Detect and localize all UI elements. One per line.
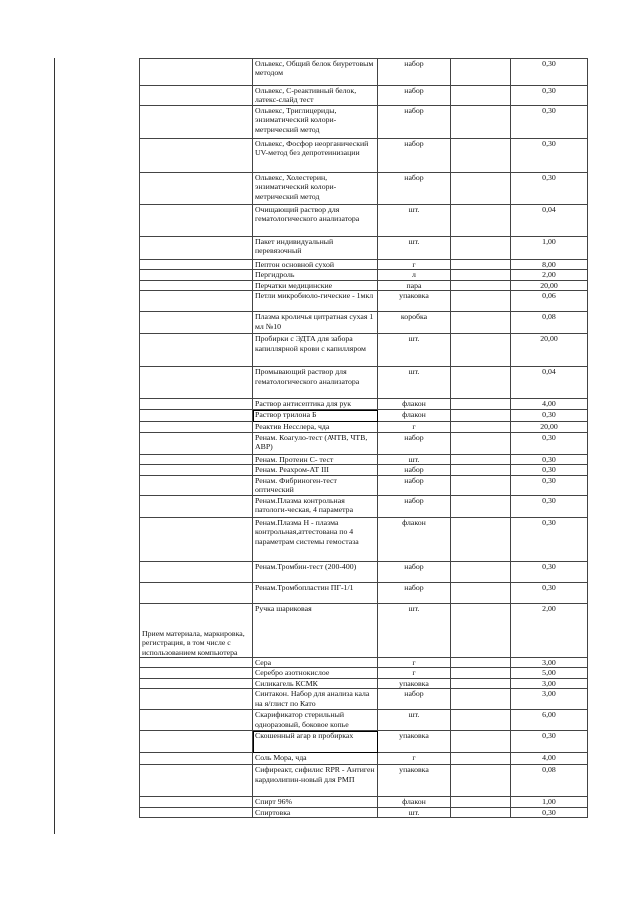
item-unit: набор [378, 689, 451, 710]
empty-cell [451, 270, 511, 280]
item-unit: шт. [378, 237, 451, 260]
item-name: Ренам. Фибриноген-тест оптический [253, 476, 378, 496]
item-name: Сифиреакт, сифилис RPR - Антиген кардиолипин-новый для РМП [253, 765, 378, 797]
item-unit: флакон [378, 410, 451, 422]
table-row [140, 753, 588, 765]
empty-cell [451, 668, 511, 678]
item-name: Ольвекс, Холестерин, энзиматический колори-метрический метод [253, 173, 378, 205]
procedure-cell [140, 731, 253, 753]
item-name: Соль Мора, чда [253, 753, 378, 765]
item-name: Петли микробиоло-гические - 1мкл [253, 291, 378, 312]
item-quantity: 0,06 [511, 291, 588, 312]
empty-cell [451, 454, 511, 464]
empty-cell [451, 689, 511, 710]
procedure-cell [140, 765, 253, 797]
procedure-cell [140, 291, 253, 312]
table-row [140, 260, 588, 270]
procedure-cell [140, 807, 253, 817]
item-name: Промывающий раствор для гематологического анализатора [253, 367, 378, 399]
item-quantity: 20,00 [511, 422, 588, 432]
empty-cell [451, 367, 511, 399]
item-name: Синтакон. Набор для анализа кала на я/глист по Като [253, 689, 378, 710]
item-quantity: 3,00 [511, 689, 588, 710]
item-name: Пергидроль [253, 270, 378, 280]
item-unit: набор [378, 139, 451, 173]
item-unit: пара [378, 280, 451, 290]
empty-cell [451, 86, 511, 106]
item-name: Ренам.Тромбин-тест (200-400) [253, 562, 378, 583]
item-name: Ренам. Коагуло-тест (АЧТВ, ЧТВ, АВР) [253, 432, 378, 454]
table-row [140, 518, 588, 562]
item-unit: флакон [378, 518, 451, 562]
empty-cell [451, 59, 511, 86]
materials-table [139, 58, 588, 818]
table-row [140, 432, 588, 454]
table-row [140, 422, 588, 432]
item-quantity: 0,30 [511, 496, 588, 518]
table-row [140, 797, 588, 807]
procedure-cell [140, 518, 253, 562]
table-row [140, 476, 588, 496]
item-unit: коробка [378, 312, 451, 334]
item-unit: набор [378, 86, 451, 106]
table-row [140, 280, 588, 290]
procedure-cell [140, 710, 253, 731]
table-row [140, 562, 588, 583]
empty-cell [451, 765, 511, 797]
procedure-cell [140, 476, 253, 496]
procedure-cell [140, 422, 253, 432]
empty-cell [451, 678, 511, 688]
item-quantity: 1,00 [511, 237, 588, 260]
procedure-cell [140, 678, 253, 688]
procedure-cell [140, 237, 253, 260]
empty-cell [451, 465, 511, 476]
item-quantity: 8,00 [511, 260, 588, 270]
item-quantity: 0,04 [511, 205, 588, 237]
procedure-cell [140, 59, 253, 86]
item-unit: упаковка [378, 765, 451, 797]
item-quantity: 0,30 [511, 583, 588, 604]
item-quantity: 0,08 [511, 312, 588, 334]
table-row [140, 270, 588, 280]
item-unit: г [378, 422, 451, 432]
table-row [140, 410, 588, 422]
empty-cell [451, 731, 511, 753]
empty-cell [451, 807, 511, 817]
procedure-cell [140, 173, 253, 205]
item-unit: л [378, 270, 451, 280]
item-name: Раствор трилона Б [253, 410, 378, 422]
item-unit: шт. [378, 205, 451, 237]
item-quantity: 3,00 [511, 658, 588, 668]
procedure-cell [140, 658, 253, 668]
table-row [140, 237, 588, 260]
empty-cell [451, 562, 511, 583]
table-row [140, 689, 588, 710]
item-name: Плазма кроличья цитратная сухая 1 мл №10 [253, 312, 378, 334]
procedure-cell [140, 465, 253, 476]
item-quantity: 2,00 [511, 604, 588, 658]
item-quantity: 0,30 [511, 562, 588, 583]
item-name: Ольвекс, С-реактивный белок, латекс-слайд тест [253, 86, 378, 106]
empty-cell [451, 753, 511, 765]
item-quantity: 0,08 [511, 765, 588, 797]
item-quantity: 0,30 [511, 465, 588, 476]
item-unit: набор [378, 583, 451, 604]
item-quantity: 4,00 [511, 753, 588, 765]
procedure-cell [140, 260, 253, 270]
table-row [140, 678, 588, 688]
item-unit: набор [378, 562, 451, 583]
empty-cell [451, 476, 511, 496]
procedure-cell [140, 454, 253, 464]
procedure-cell [140, 399, 253, 410]
item-unit: набор [378, 106, 451, 139]
item-name: Ольвекс, Общий белок биуретовым методом [253, 59, 378, 86]
procedure-cell [140, 312, 253, 334]
item-unit: набор [378, 432, 451, 454]
item-quantity: 4,00 [511, 399, 588, 410]
empty-cell [451, 139, 511, 173]
empty-cell [451, 106, 511, 139]
item-unit: г [378, 753, 451, 765]
item-name: Ренам. Протеин С- тест [253, 454, 378, 464]
procedure-cell [140, 270, 253, 280]
procedure-cell [140, 797, 253, 807]
empty-cell [451, 422, 511, 432]
item-unit: шт. [378, 454, 451, 464]
table-row [140, 807, 588, 817]
item-unit: шт. [378, 334, 451, 367]
table-row [140, 291, 588, 312]
procedure-cell [140, 753, 253, 765]
item-unit: набор [378, 496, 451, 518]
empty-cell [451, 583, 511, 604]
table-row [140, 106, 588, 139]
item-quantity: 20,00 [511, 334, 588, 367]
item-quantity: 0,30 [511, 454, 588, 464]
procedure-cell [140, 668, 253, 678]
item-name: Скошенный агар в пробирках [253, 731, 378, 753]
empty-cell [451, 432, 511, 454]
item-name: Ольвекс, Фосфор неорганический UV-метод без депротеинизации [253, 139, 378, 173]
item-quantity: 3,00 [511, 678, 588, 688]
item-unit: набор [378, 465, 451, 476]
item-name: Ренам.Плазма Н - плазма контрольная,аттестована по 4 параметрам системы гемостаза [253, 518, 378, 562]
item-quantity: 0,30 [511, 59, 588, 86]
item-unit: г [378, 260, 451, 270]
item-name: Пробирки с ЭДТА для забора капиллярной крови с капилляром [253, 334, 378, 367]
item-quantity: 1,00 [511, 797, 588, 807]
item-unit: шт. [378, 710, 451, 731]
item-name: Серебро азотнокислое [253, 668, 378, 678]
empty-cell [451, 291, 511, 312]
item-name: Ручка шариковая [253, 604, 378, 658]
item-unit: упаковка [378, 731, 451, 753]
procedure-cell [140, 604, 253, 658]
item-unit: г [378, 658, 451, 668]
item-quantity: 5,00 [511, 668, 588, 678]
item-unit: упаковка [378, 291, 451, 312]
table-row [140, 765, 588, 797]
item-name: Ольвекс, Триглицериды, энзиматический колори-метрический метод [253, 106, 378, 139]
item-unit: набор [378, 476, 451, 496]
item-unit: шт. [378, 367, 451, 399]
item-quantity: 6,00 [511, 710, 588, 731]
table-row [140, 583, 588, 604]
procedure-cell [140, 106, 253, 139]
table-row [140, 465, 588, 476]
table-row [140, 604, 588, 658]
item-name: Очищающий раствор для гематологического анализатора [253, 205, 378, 237]
empty-cell [451, 797, 511, 807]
item-quantity: 0,04 [511, 367, 588, 399]
procedure-cell [140, 280, 253, 290]
item-quantity: 0,30 [511, 173, 588, 205]
empty-cell [451, 312, 511, 334]
procedure-cell [140, 205, 253, 237]
table-row [140, 710, 588, 731]
procedure-cell [140, 334, 253, 367]
procedure-cell [140, 367, 253, 399]
procedure-cell [140, 562, 253, 583]
item-quantity: 0,30 [511, 106, 588, 139]
item-quantity: 0,30 [511, 518, 588, 562]
item-unit: шт. [378, 807, 451, 817]
table-row [140, 173, 588, 205]
empty-cell [451, 205, 511, 237]
empty-cell [451, 658, 511, 668]
table-row [140, 731, 588, 753]
item-name: Спиртовка [253, 807, 378, 817]
empty-cell [451, 518, 511, 562]
left-margin-line [54, 58, 55, 834]
empty-cell [451, 260, 511, 270]
item-name: Пептон основной сухой [253, 260, 378, 270]
item-unit: флакон [378, 399, 451, 410]
table-row [140, 399, 588, 410]
table-row [140, 658, 588, 668]
item-name: Силикагель КСМК [253, 678, 378, 688]
item-name: Спирт 96% [253, 797, 378, 807]
table-row [140, 454, 588, 464]
item-unit: набор [378, 59, 451, 86]
item-name: Пакет индивидуальный перевязочный [253, 237, 378, 260]
table-row [140, 496, 588, 518]
item-name: Скарификатор стерильный одноразовый, боковое копье [253, 710, 378, 731]
item-quantity: 0,30 [511, 432, 588, 454]
procedure-cell [140, 496, 253, 518]
procedure-cell [140, 410, 253, 422]
item-quantity: 0,30 [511, 139, 588, 173]
item-name: Сера [253, 658, 378, 668]
table-row [140, 668, 588, 678]
item-quantity: 0,30 [511, 731, 588, 753]
empty-cell [451, 173, 511, 205]
procedure-cell [140, 139, 253, 173]
item-name: Ренам. Реахром-АТ III [253, 465, 378, 476]
table-row [140, 205, 588, 237]
materials-table-body [140, 59, 588, 818]
item-unit: шт. [378, 604, 451, 658]
empty-cell [451, 604, 511, 658]
empty-cell [451, 710, 511, 731]
item-quantity: 2,00 [511, 270, 588, 280]
empty-cell [451, 496, 511, 518]
item-quantity: 20,00 [511, 280, 588, 290]
procedure-cell [140, 432, 253, 454]
table-row [140, 334, 588, 367]
procedure-cell [140, 86, 253, 106]
item-unit: набор [378, 173, 451, 205]
item-quantity: 0,30 [511, 476, 588, 496]
empty-cell [451, 410, 511, 422]
procedure-cell [140, 689, 253, 710]
item-name: Ренам.Тромбопластин ПГ-1/1 [253, 583, 378, 604]
procedure-cell [140, 583, 253, 604]
procedure-label: Прием материала, маркировка, регистрация, в том числе с использованием компьютера [142, 628, 245, 657]
item-unit: упаковка [378, 678, 451, 688]
table-row [140, 367, 588, 399]
empty-cell [451, 237, 511, 260]
item-quantity: 0,30 [511, 86, 588, 106]
table-row [140, 139, 588, 173]
table-row [140, 86, 588, 106]
item-unit: флакон [378, 797, 451, 807]
item-name: Ренам.Плазма контрольная патологи-ческая, 4 параметра [253, 496, 378, 518]
empty-cell [451, 334, 511, 367]
item-quantity: 0,30 [511, 410, 588, 422]
empty-cell [451, 399, 511, 410]
item-name: Перчатки медицинские [253, 280, 378, 290]
item-name: Раствор антисептика для рук [253, 399, 378, 410]
empty-cell [451, 280, 511, 290]
item-unit: г [378, 668, 451, 678]
table-row [140, 59, 588, 86]
table-row [140, 312, 588, 334]
item-name: Реактив Несслера, чда [253, 422, 378, 432]
item-quantity: 0,30 [511, 807, 588, 817]
